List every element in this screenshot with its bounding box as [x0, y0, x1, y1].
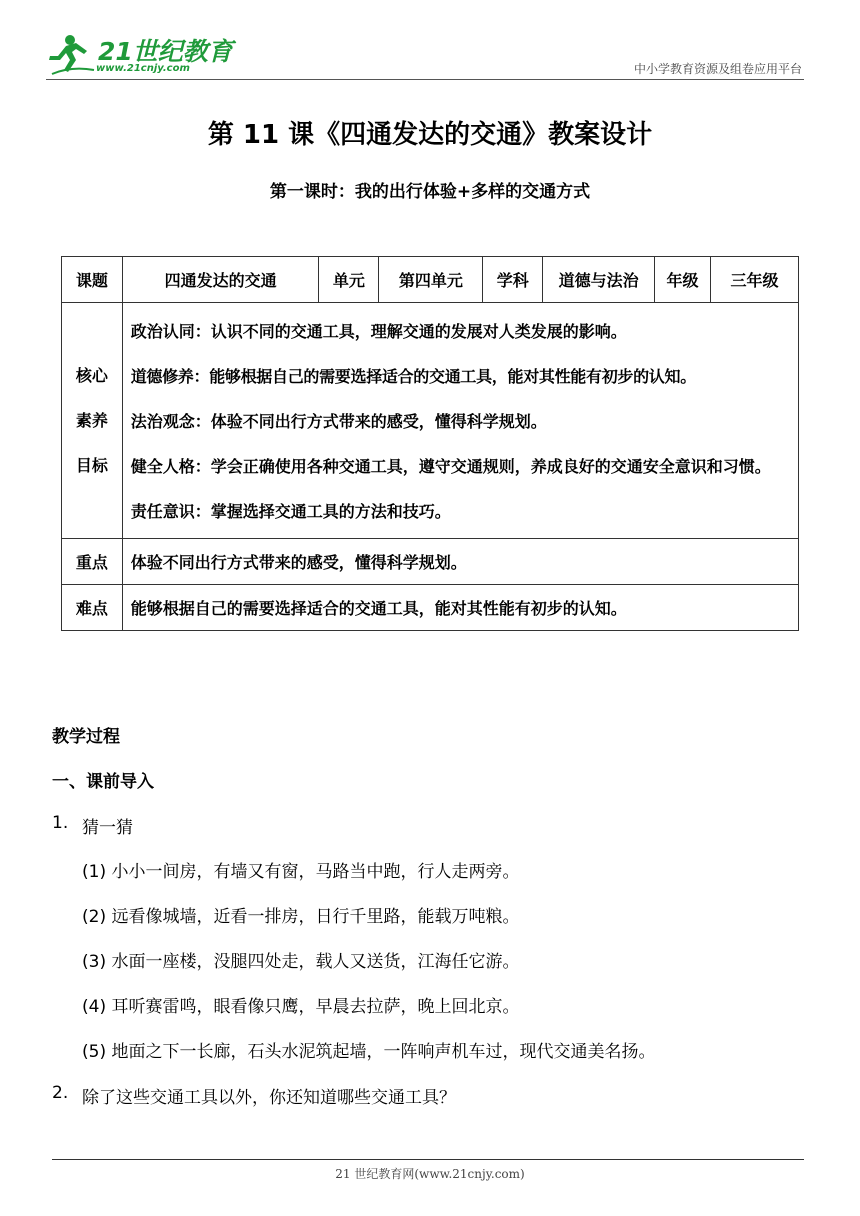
section-heading: 一、课前导入: [52, 772, 154, 792]
goal-item: 政治认同：认识不同的交通工具，理解交通的发展对人类发展的影响。: [130, 322, 627, 341]
table-cell: 课题: [62, 257, 123, 303]
list-item: 猜一猜: [82, 818, 133, 838]
goal-item: 健全人格：学会正确使用各种交通工具，遵守交通规则，养成良好的交通安全意识和习惯。: [130, 457, 771, 476]
lesson-info-table: [61, 256, 799, 631]
goals-label-line: 素养: [75, 411, 108, 430]
table-cell: 学科: [483, 257, 543, 303]
riddle-item: (3) 水面一座楼，没腿四处走，载人又送货，江海任它游。: [82, 952, 520, 972]
logo-url: www.21cnjy.com: [96, 63, 190, 74]
riddle-item: (1) 小小一间房，有墙又有窗，马路当中跑，行人走两旁。: [82, 862, 520, 882]
site-logo: [46, 32, 233, 78]
goal-item: 法治观念：体验不同出行方式带来的感受，懂得科学规划。: [130, 412, 547, 431]
table-cell: 三年级: [711, 257, 799, 303]
page-title: 第 11 课《四通发达的交通》教案设计: [207, 120, 653, 150]
table-row: [62, 303, 799, 539]
page-footer: 21 世纪教育网(www.21cnjy.com): [335, 1167, 525, 1181]
header-divider: [46, 79, 804, 80]
key-point-text: 体验不同出行方式带来的感受，懂得科学规划。: [122, 539, 798, 585]
goals-label-line: 目标: [75, 456, 108, 475]
runner-logo-icon: [46, 32, 96, 78]
list-item: 除了这些交通工具以外，你还知道哪些交通工具？: [82, 1088, 456, 1108]
table-cell: 第四单元: [379, 257, 483, 303]
table-cell: 单元: [319, 257, 379, 303]
goals-cell: [122, 303, 798, 539]
table-row: [62, 539, 799, 585]
table-row: [62, 585, 799, 631]
goal-item: 责任意识：掌握选择交通工具的方法和技巧。: [130, 502, 451, 521]
table-cell: 年级: [655, 257, 711, 303]
difficulty-text: 能够根据自己的需要选择适合的交通工具，能对其性能有初步的认知。: [122, 585, 798, 631]
goal-item: 道德修养：能够根据自己的需要选择适合的交通工具，能对其性能有初步的认知。: [130, 367, 696, 386]
riddle-item: (4) 耳听赛雷鸣，眼看像只鹰，早晨去拉萨，晚上回北京。: [82, 997, 520, 1017]
riddle-item: (5) 地面之下一长廊，石头水泥筑起墙，一阵响声机车过，现代交通美名扬。: [82, 1042, 656, 1062]
list-number: 2.: [52, 1083, 69, 1103]
goals-label-line: 核心: [75, 366, 108, 385]
table-cell: 四通发达的交通: [122, 257, 319, 303]
goals-label: [62, 303, 123, 539]
platform-name: 中小学教育资源及组卷应用平台: [633, 62, 802, 76]
difficulty-label: 难点: [62, 585, 123, 631]
footer-divider: [52, 1159, 804, 1160]
table-row: [62, 257, 799, 303]
process-heading: 教学过程: [52, 727, 120, 747]
key-point-label: 重点: [62, 539, 123, 585]
list-number: 1.: [52, 813, 69, 833]
table-cell: 道德与法治: [543, 257, 655, 303]
logo-text: 21世纪教育: [98, 37, 233, 66]
riddle-item: (2) 远看像城墙，近看一排房，日行千里路，能载万吨粮。: [82, 907, 520, 927]
page-subtitle: 第一课时：我的出行体验+多样的交通方式: [269, 182, 591, 202]
page-header: [46, 28, 806, 80]
